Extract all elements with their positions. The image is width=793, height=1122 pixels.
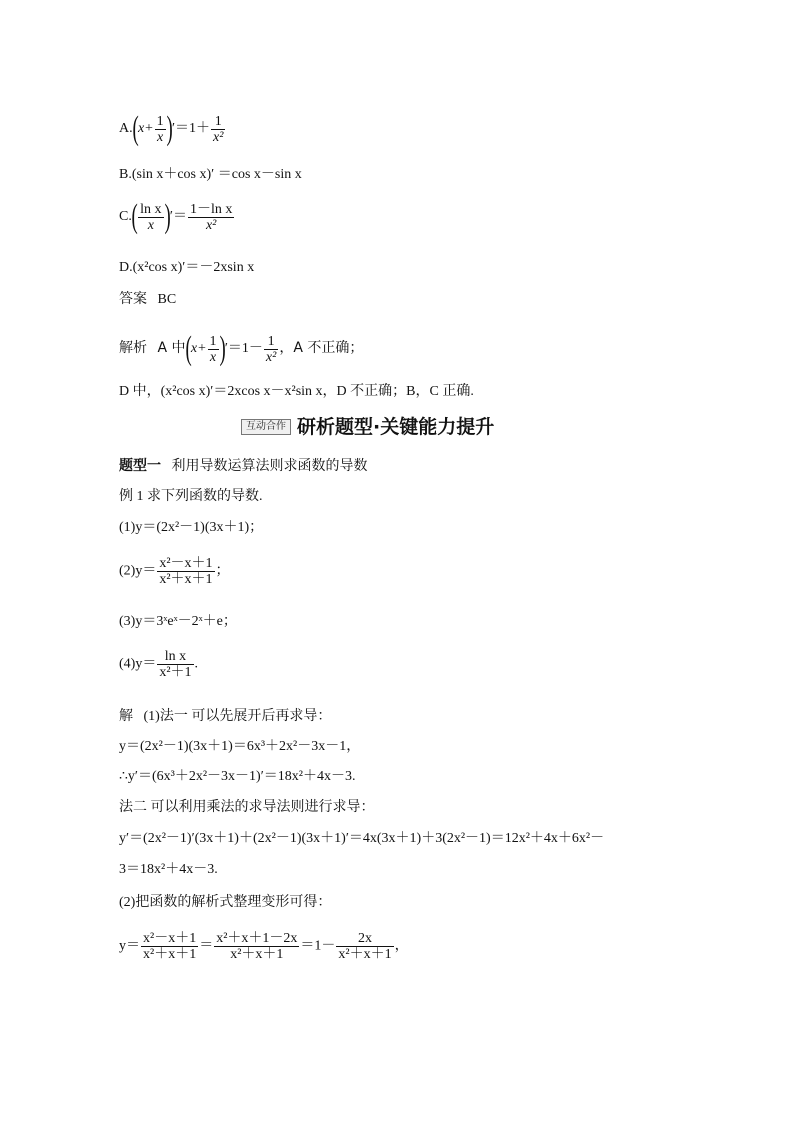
right-paren: ) [166,110,173,147]
q2-tail: ； [215,563,230,579]
analysis-x: x+ [190,341,207,357]
prime: ′ [224,341,228,357]
example-intro: 例 1 求下列函数的导数. [119,489,263,504]
type1-title: 利用导数运算法则求函数的导数 [171,458,368,474]
analysis-eq: ＝1－ [227,341,263,357]
example-q4 [119,649,198,680]
s8-frac3 [336,931,393,962]
example-q3: (3)y＝3ˣeˣ－2ˣ＋e； [119,614,237,629]
left-paren: ( [132,110,139,147]
s8-tail: ， [394,938,409,954]
frac-num: 1 [156,113,164,129]
q4-tail: . [194,656,199,672]
analysis-d-line: D 中，(x²cos x)′＝2xcos x－x²sin x，D 不正确；B，C 正确. [119,384,474,399]
frac-den: x²＋x＋1 [214,946,299,962]
s8-frac2 [214,931,299,962]
analysis-rhs-frac [264,334,278,365]
frac-num: 1 [267,333,275,349]
solution-line8 [119,931,409,962]
left-paren: ( [131,198,138,235]
frac-num: ln x [164,649,187,664]
frac-num: x²－x＋1 [143,931,197,946]
frac-den: x² [265,349,277,365]
right-paren: ) [219,330,226,367]
right-paren: ) [164,198,171,235]
solution-s1-text: (1)法一 可以先展开后再求导： [143,709,332,724]
option-d: D.(x²cos x)′＝－2xsin x [119,260,255,275]
option-b: B.(sin x＋cos x)′ ＝cos x－sin x [119,167,302,182]
frac-num: x²＋x＋1－2x [216,931,298,946]
solution-line4: 法二 可以利用乘法的求导法则进行求导： [119,800,375,815]
frac-den: x² [188,217,234,233]
prime: ′ [171,121,176,137]
s8-eq1: ＝ [199,938,214,954]
solution-line7: (2)把函数的解析式整理变形可得： [119,895,332,910]
option-c-eq: ＝ [172,209,187,225]
prime: ′ [169,209,173,225]
frac-den: x²＋1 [159,665,192,680]
option-a-eq: ＝1＋ [175,121,211,137]
example-q1: (1)y＝(2x²－1)(3x＋1)； [119,520,264,535]
q4-frac [157,649,193,680]
option-c-rhs-frac [188,202,234,233]
section-title: 研析题型·关键能力提升 [297,416,495,438]
frac-den: x² [213,129,224,145]
option-a-inner-frac [155,114,166,145]
frac-den: x [155,129,166,145]
answer-label: 答案 [119,291,147,307]
answer-value: BC [157,292,177,307]
solution-line1 [119,707,331,726]
analysis-a-intro: A 中 [157,340,186,357]
option-c-inner-frac [138,202,163,233]
option-a-prefix: A. [119,121,133,137]
type1-line [119,457,368,476]
solution-line3: ∴y′＝(6x³＋2x²－3x－1)′＝18x²＋4x－3. [119,769,356,784]
option-a-rhs-frac [211,114,225,145]
solution-line5: y′＝(2x²－1)′(3x＋1)＋(2x²－1)(3x＋1)′＝4x(3x＋1)＋3(2x²－1)＝12x²＋4x＋6x²－ [119,831,605,846]
s8-frac1 [141,931,198,962]
analysis-a-tail: ，A 不正确； [279,340,364,357]
frac-num: 1－ln x [189,201,233,217]
section-header [241,418,494,436]
analysis-line [119,332,363,366]
q4-prefix: (4)y＝ [119,656,157,672]
option-a [119,112,226,146]
analysis-label: 解析 [119,340,147,357]
example-q2 [119,556,230,587]
type1-label: 题型一 [119,458,161,474]
q2-frac [157,556,214,587]
frac-num: 2x [358,931,372,946]
frac-num: 1 [209,333,217,349]
left-paren: ( [185,330,192,367]
q2-prefix: (2)y＝ [119,563,157,579]
frac-num: ln x [140,201,162,217]
analysis-inner-frac [208,334,219,365]
solution-line6: 3＝18x²＋4x－3. [119,862,218,877]
s8-eq2: ＝1－ [300,938,336,954]
option-c-prefix: C. [119,209,132,225]
solution-line2: y＝(2x²－1)(3x＋1)＝6x³＋2x²－3x－1， [119,739,361,754]
s8-prefix: y＝ [119,938,140,954]
frac-num: 1 [214,113,222,129]
option-c [119,200,235,234]
solution-label: 解 [119,708,133,724]
section-badge: 互动合作 [241,419,291,435]
answer-line [119,290,176,309]
frac-num: x²－x＋1 [159,556,213,571]
frac-den: x [138,217,163,233]
frac-den: x [208,349,219,365]
frac-den: x²＋x＋1 [143,947,197,962]
frac-den: x²＋x＋1 [159,572,213,587]
option-a-x: x+ [137,121,154,137]
frac-den: x²＋x＋1 [338,947,392,962]
